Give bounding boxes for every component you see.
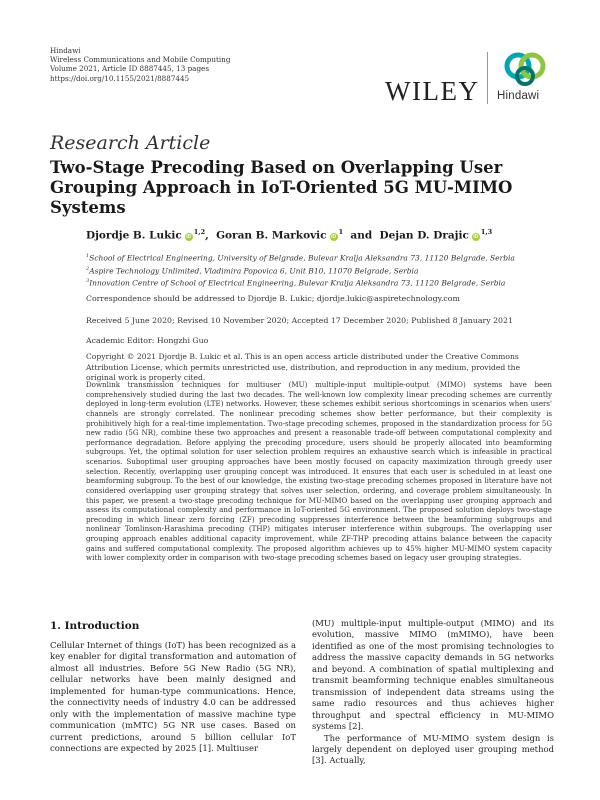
orcid-icon[interactable]: iD [186,233,192,240]
author-name[interactable]: Goran B. Markovic [216,229,327,242]
intro-left-column: Cellular Internet of things (IoT) has been recognized as a key enabler for digital transformation and automation of almost all industries. Before 5G New Radio (5G NR), cellular networks have been mainly designed and implemented for human-type communications. Hence, the connectivity needs of industry 4.0 can be addressed only with the implementation of massive machine type communication (mMTC) 5G NR use cases. Based on current predictions, around 5 billion cellular IoT connections are expected by 2025 [1]. Multiuser [50,640,296,754]
affiliation-text: School of Electrical Engineering, University of Belgrade, Bulevar Kralja Aleksandra 73, 11120 Belgrade, Serbia [89,253,515,263]
orcid-icon[interactable]: iD [331,233,337,240]
intro-right-column [312,618,554,767]
author-affil-sup: 1,2 [193,228,206,236]
affiliation-number: 2 [86,265,90,272]
affiliation-number: 3 [86,278,90,284]
intro-paragraph: (MU) multiple-input multiple-output (MIMO) and its evolution, massive MIMO (mMIMO), have been identified as one of the most promising technologies to address the massive capacity demands in 5G networks and beyond. A combination of spatial multiplexing and transmit beamforming technique enables simultaneous transmission of independent data streams using the same radio resources and thus achieves higher throughput and spectral efficiency in MU-MIMO systems [2]. [312,618,554,732]
author-affil-sup: 1,3 [480,228,493,236]
publication-dates: Received 5 June 2020; Revised 10 November 2020; Accepted 17 December 2020; Published 8 January 2021 [86,316,513,325]
author-conjunction: and [350,229,373,242]
academic-editor: Academic Editor: Hongzhi Guo [86,336,209,345]
orcid-icon[interactable]: iD [473,233,479,240]
author-affil-sup: 1 [338,228,344,236]
author-name[interactable]: Dejan D. Drajic [379,229,469,242]
article-type: Research Article [50,132,211,154]
author-list: Djordje B. Lukic iD$^{1,2}$, Goran B. Markovic $iD^1$ and Dejan D. Drajic iD$^{1,3}$ [86,228,493,242]
affiliation [86,251,515,264]
abstract: Downlink transmission techniques for multiuser (MU) multiple-input multiple-output (MIMO) systems have been comprehensively studied during the last two decades. The well-known low complexity linear precoding schemes are currently deployed in long-term evolution (LTE) networks. However, these schemes exhibit serious shortcomings in scenarios when users' channels are strongly correlated. The nonlinear precoding schemes show better performance, but their complexity is prohibitively high for a real-time implementation. Two-stage precoding schemes, proposed in the standardization process for 5G new radio (5G NR), combine these two approaches and present a reasonable trade-off between computational complexity and performance degradation. Before applying the precoding procedure, users should be properly allocated into beamforming subgroups. Yet, the optimal solution for user selection problem requires an exhaustive search which is infeasible in practical scenarios. Suboptimal user grouping approaches have been mostly focused on capacity maximization through greedy user selection. Recently, overlapping user grouping concept was introduced. It ensures that each user is scheduled in at least one beamforming subgroup. To the best of our knowledge, the existing two-stage precoding schemes proposed in literature have not considered overlapping user grouping strategy that solves user selection, ordering, and coverage problem simultaneously. In this paper, we present a two-stage precoding technique for MU-MIMO based on the overlapping user grouping approach and assess its computational complexity and performance in IoT-oriented 5G environment. The proposed solution deploys two-stage precoding in which linear zero forcing (ZF) precoding suppresses interference between the beamforming subgroups and nonlinear Tomlinson-Harashima precoding (THP) mitigates interuser interference within subgroups. The overlapping user grouping approach enables additional capacity improvement, while ZF-THP precoding attains balance between the capacity gains and suffered computational complexity. The proposed algorithm achieves up to 45% higher MU-MIMO system capacity with lower complexity order in comparison with two-stage precoding schemes based on legacy user grouping strategies. [86,380,552,563]
intro-paragraph: The performance of MU-MIMO system design is largely dependent on deployed user grouping method [3]. Actually, [312,732,554,766]
affiliations [86,251,515,289]
volume-line: Volume 2021, Article ID 8887445, 13 pages [50,64,210,74]
wiley-logo: WILEY [385,76,480,106]
section-heading-introduction: 1. Introduction [50,620,140,632]
affiliation-text: Innovation Centre of School of Electrical Engineering, Bulevar Kralja Aleksandra 73, 11120 Belgrade, Serbia [89,278,506,288]
article-title: Two-Stage Precoding Based on Overlapping User Grouping Approach in IoT-Oriented 5G MU-MIMO Systems [50,158,513,217]
affiliation-number: 1 [86,253,90,259]
author-name[interactable]: Djordje B. Lukic [86,229,182,242]
affiliation [86,276,515,289]
hindawi-wordmark: Hindawi [497,90,540,102]
affiliation [86,264,515,277]
journal-info [50,46,230,83]
correspondence: Correspondence should be addressed to Djordje B. Lukic; djordje.lukic@aspiretechnology.com [86,294,460,303]
logo-divider [487,52,488,104]
doi-link[interactable]: https://doi.org/10.1155/2021/8887445 [50,73,190,83]
affiliation-text: Aspire Technology Unlimited, Vladimira Popovica 6, Unit B10, 11070 Belgrade, Serbia [89,266,419,275]
copyright-notice: Copyright © 2021 Djordje B. Lukic et al. This is an open access article distributed under the Creative Commons Attribution License, which permits unrestricted use, distribution, and reproduction in any medium, provided the original work is properly cited. [86,352,521,382]
journal-name: Wireless Communications and Mobile Computing [50,55,231,65]
publisher-name: Hindawi [50,46,81,55]
